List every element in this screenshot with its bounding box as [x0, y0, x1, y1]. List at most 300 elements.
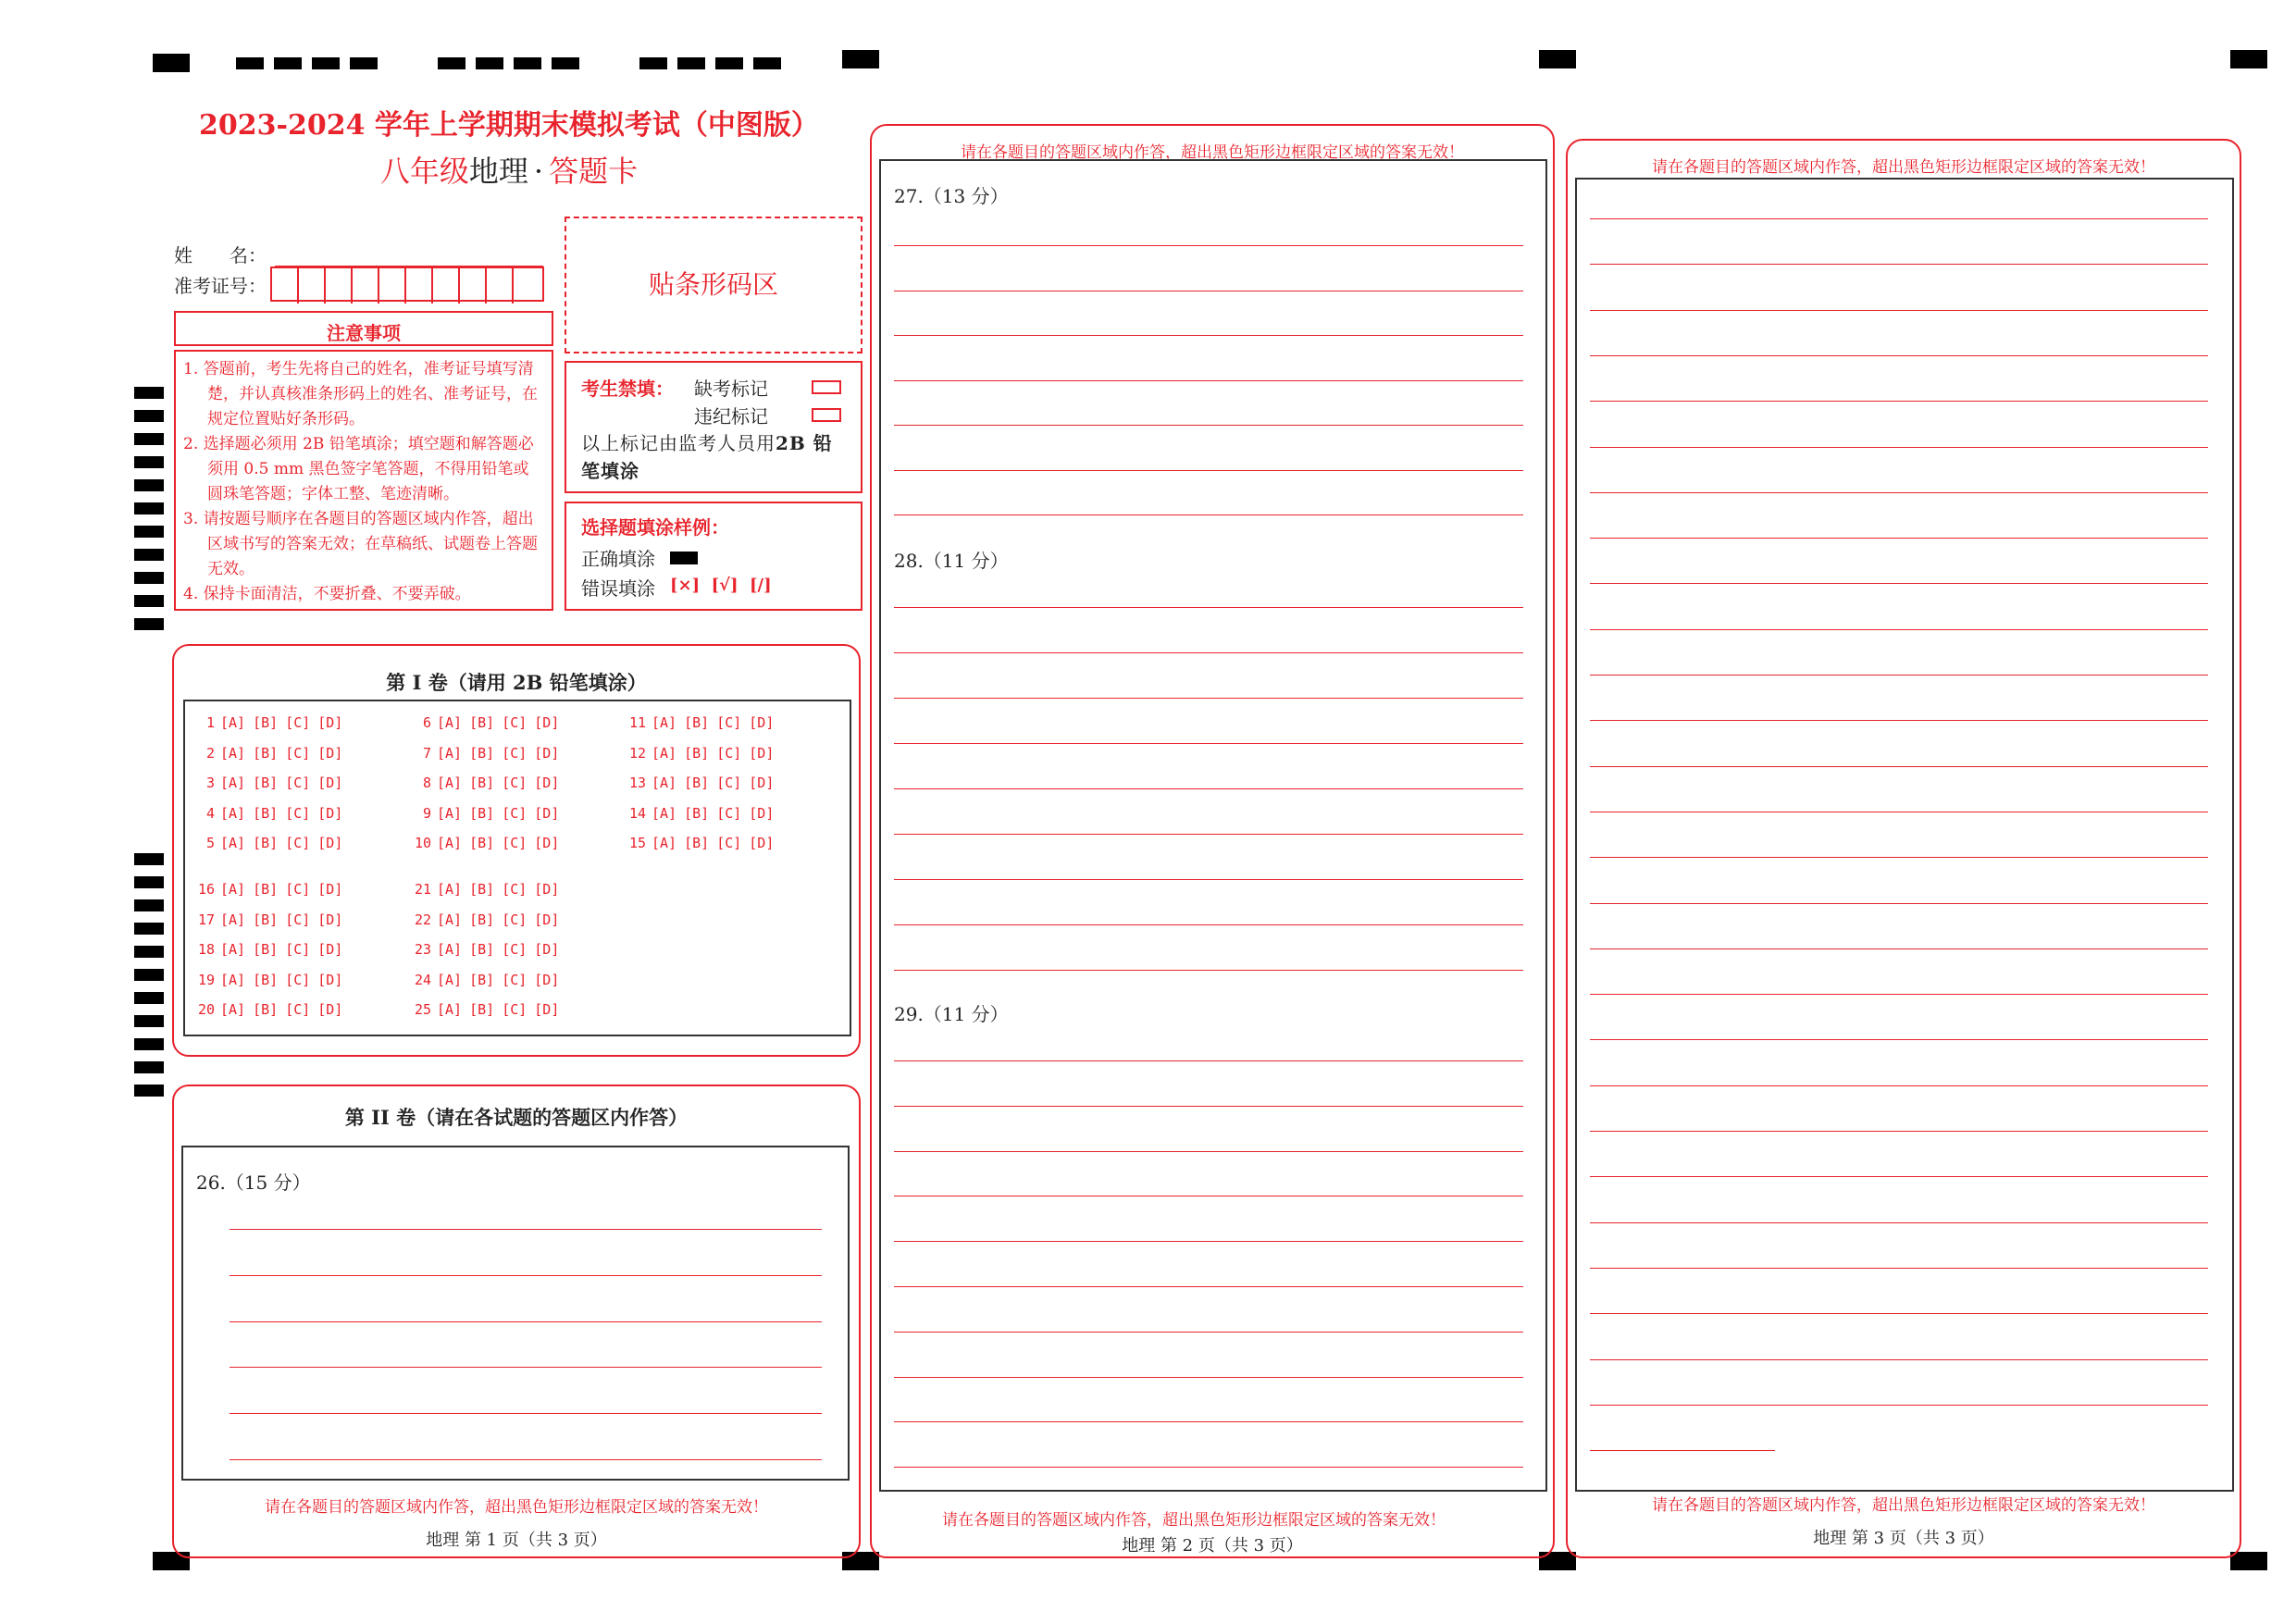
- choice-bubble[interactable]: [B]: [684, 714, 710, 731]
- notice-item: 4. 保持卡面清洁，不要折叠、不要弄破。: [183, 585, 471, 603]
- choice-question-17: [194, 911, 350, 928]
- alignment-mark: [153, 54, 190, 72]
- choice-bubble[interactable]: [C]: [285, 941, 311, 958]
- question-number: 20: [197, 1001, 215, 1018]
- answer-line[interactable]: [1590, 1268, 2208, 1269]
- side-mark: [134, 456, 164, 468]
- choice-question-15: [626, 835, 781, 851]
- choice-bubble[interactable]: [A]: [652, 775, 677, 791]
- choice-bubble[interactable]: [D]: [749, 714, 775, 731]
- choice-bubble[interactable]: [B]: [469, 775, 495, 791]
- question-number: 10: [414, 835, 431, 851]
- answer-line[interactable]: [1590, 583, 2208, 584]
- answer-line[interactable]: [894, 1106, 1523, 1107]
- choice-bubble[interactable]: [B]: [469, 911, 495, 928]
- notice-item: 2. 选择题必须用 2B 铅笔填涂；填空题和解答题必须用 0.5 mm 黑色签字笔答题，不得用铅笔或圆珠笔答题；字体工整、笔迹清晰。: [183, 435, 534, 503]
- answer-line[interactable]: [894, 425, 1523, 426]
- choice-bubble[interactable]: [D]: [749, 804, 775, 822]
- exam-id-label: 准考证号：: [174, 275, 267, 297]
- side-mark: [134, 479, 164, 491]
- choice-bubble[interactable]: [D]: [534, 881, 560, 898]
- alignment-mark: [350, 57, 378, 69]
- choice-bubble[interactable]: [D]: [534, 835, 560, 851]
- answer-line[interactable]: [230, 1367, 822, 1368]
- answer-line[interactable]: [1590, 447, 2208, 448]
- answer-line[interactable]: [894, 514, 1523, 515]
- choice-bubble[interactable]: [A]: [220, 971, 246, 988]
- alignment-mark: [753, 57, 781, 69]
- choice-bubble[interactable]: [B]: [253, 911, 279, 928]
- choice-bubble[interactable]: [C]: [285, 804, 311, 822]
- choice-bubble[interactable]: [A]: [437, 941, 463, 958]
- choice-bubble[interactable]: [D]: [317, 835, 343, 851]
- side-mark: [134, 433, 164, 445]
- boundary-warning: 请在各题目的答题区域内作答，超出黑色矩形边框限定区域的答案无效！: [265, 1498, 768, 1517]
- choice-bubble[interactable]: [C]: [502, 714, 527, 731]
- question-26-label: 26.（15 分）: [196, 1172, 311, 1194]
- choice-bubble[interactable]: [B]: [469, 744, 495, 762]
- id-digit-box[interactable]: [326, 268, 353, 304]
- answer-line[interactable]: [894, 470, 1523, 471]
- choice-bubble[interactable]: [C]: [716, 835, 742, 851]
- choice-bubble[interactable]: [D]: [749, 835, 775, 851]
- answer-line[interactable]: [1590, 538, 2208, 539]
- answer-line[interactable]: [1590, 1405, 2208, 1406]
- choice-bubble[interactable]: [C]: [285, 775, 311, 791]
- alignment-mark: [274, 57, 302, 69]
- choice-question-19: [194, 972, 350, 988]
- question-number: 25: [414, 1001, 431, 1018]
- answer-line[interactable]: [894, 1060, 1523, 1061]
- choice-question-12: [626, 745, 781, 762]
- question-number: 3: [205, 775, 215, 791]
- choice-bubble[interactable]: [D]: [534, 941, 560, 958]
- choice-bubble[interactable]: [C]: [502, 775, 527, 791]
- choice-bubble[interactable]: [D]: [534, 1001, 560, 1018]
- choice-question-20: [194, 1001, 350, 1018]
- side-mark: [134, 923, 164, 935]
- choice-bubble[interactable]: [C]: [716, 775, 742, 791]
- id-digit-box[interactable]: [406, 268, 433, 304]
- choice-question-16: [194, 881, 350, 898]
- choice-question-7: [411, 745, 566, 762]
- side-mark: [134, 969, 164, 981]
- answer-line[interactable]: [1590, 310, 2208, 311]
- answer-line[interactable]: [894, 1421, 1523, 1422]
- choice-bubble[interactable]: [A]: [220, 714, 246, 731]
- question-number: 21: [414, 881, 431, 898]
- choice-bubble[interactable]: [C]: [502, 971, 527, 988]
- side-mark: [134, 853, 164, 865]
- choice-question-25: [411, 1001, 566, 1018]
- choice-bubble[interactable]: [C]: [285, 744, 311, 762]
- choice-bubble[interactable]: [A]: [220, 775, 246, 791]
- exam-title: 2023-2024 学年上学期期末模拟考试（中图版）: [199, 109, 819, 142]
- choice-bubble[interactable]: [D]: [317, 714, 343, 731]
- fill-sample-title: 选择题填涂样例：: [581, 516, 729, 539]
- choice-bubble[interactable]: [B]: [253, 804, 279, 822]
- exam-id-boxes[interactable]: [270, 267, 544, 302]
- side-mark: [134, 572, 164, 584]
- answer-line[interactable]: [1590, 355, 2208, 356]
- choice-question-21: [411, 881, 566, 898]
- choice-bubble[interactable]: [B]: [684, 775, 710, 791]
- side-mark: [134, 946, 164, 958]
- notice-title: 注意事项: [327, 322, 401, 344]
- question-number: 8: [422, 775, 431, 791]
- answer-line[interactable]: [230, 1275, 822, 1276]
- choice-bubble[interactable]: [D]: [317, 911, 343, 928]
- answer-line[interactable]: [894, 879, 1523, 880]
- page-footer: 地理 第 1 页（共 3 页）: [426, 1531, 607, 1550]
- forbidden-note-text: 以上标记由监考人员用: [581, 432, 776, 454]
- choice-bubble[interactable]: [A]: [437, 835, 463, 851]
- question-number: 5: [205, 835, 215, 851]
- answer-line[interactable]: [894, 380, 1523, 381]
- choice-bubble[interactable]: [C]: [502, 911, 527, 928]
- answer-line[interactable]: [894, 1286, 1523, 1287]
- choice-bubble[interactable]: [A]: [437, 971, 463, 988]
- side-mark: [134, 1061, 164, 1073]
- answer-line[interactable]: [1590, 264, 2208, 265]
- answer-line[interactable]: [894, 1151, 1523, 1152]
- answer-line[interactable]: [894, 698, 1523, 699]
- notice-title-box: [174, 311, 553, 346]
- alignment-mark: [438, 57, 465, 69]
- answer-line[interactable]: [1590, 720, 2208, 721]
- alignment-mark: [715, 57, 743, 69]
- forbidden-note-bold: 2B 铅: [776, 432, 833, 454]
- choice-bubble[interactable]: [A]: [652, 804, 677, 822]
- page-footer: 地理 第 2 页（共 3 页）: [1122, 1536, 1303, 1556]
- choice-question-2: [194, 745, 350, 762]
- choice-bubble[interactable]: [D]: [749, 744, 775, 762]
- choice-bubble[interactable]: [B]: [469, 714, 495, 731]
- answer-line[interactable]: [1590, 675, 2208, 676]
- side-mark: [134, 502, 164, 514]
- id-digit-box[interactable]: [353, 268, 379, 304]
- answer-line[interactable]: [1590, 1039, 2208, 1040]
- wrong-fill-label: 错误填涂: [581, 577, 655, 600]
- choice-bubble[interactable]: [C]: [716, 714, 742, 731]
- forbidden-box: [565, 361, 863, 493]
- forbidden-note-tail: 笔填涂: [581, 460, 639, 482]
- choice-bubble[interactable]: [B]: [253, 775, 279, 791]
- choice-bubble[interactable]: [D]: [534, 775, 560, 791]
- side-mark: [134, 595, 164, 607]
- answer-line[interactable]: [1590, 1085, 2208, 1086]
- choice-bubble[interactable]: [A]: [437, 881, 463, 898]
- choice-bubble[interactable]: [D]: [317, 1001, 343, 1018]
- notice-item: 3. 请按题号顺序在各题目的答题区域内作答，超出区域书写的答案无效；在草稿纸、试题卷上答题无效。: [183, 510, 538, 578]
- choice-question-4: [194, 805, 350, 822]
- choice-bubble[interactable]: [D]: [317, 971, 343, 988]
- choice-question-13: [626, 775, 781, 791]
- question-number: 15: [628, 835, 646, 851]
- choice-bubble[interactable]: [A]: [437, 744, 463, 762]
- side-mark: [134, 992, 164, 1004]
- choice-bubble[interactable]: [A]: [220, 835, 246, 851]
- answer-card-label: 答题卡: [549, 154, 639, 189]
- alignment-mark: [639, 57, 667, 69]
- question-number: 24: [414, 971, 431, 988]
- choice-question-1: [194, 714, 350, 731]
- choice-bubble[interactable]: [C]: [502, 804, 527, 822]
- question-number: 19: [197, 971, 215, 988]
- answer-line[interactable]: [1590, 1131, 2208, 1132]
- alignment-mark: [2230, 1552, 2267, 1570]
- question-number: 1: [205, 714, 215, 731]
- choice-bubble[interactable]: [C]: [502, 1001, 527, 1018]
- id-digit-box[interactable]: [272, 268, 299, 304]
- answer-line[interactable]: [1590, 1176, 2208, 1177]
- choice-bubble[interactable]: [B]: [684, 835, 710, 851]
- choice-bubble[interactable]: [D]: [749, 775, 775, 791]
- alignment-mark: [552, 57, 579, 69]
- answer-line[interactable]: [1590, 948, 2208, 949]
- boundary-warning: 请在各题目的答题区域内作答，超出黑色矩形边框限定区域的答案无效！: [942, 1511, 1446, 1530]
- question-number: 2: [205, 744, 215, 762]
- answer-line[interactable]: [894, 970, 1523, 971]
- card-subtitle: [305, 148, 713, 191]
- absent-mark-box[interactable]: [812, 378, 841, 395]
- answer-line[interactable]: [894, 924, 1523, 925]
- answer-line[interactable]: [894, 1467, 1523, 1468]
- side-mark: [134, 410, 164, 422]
- wrong-fill-samples: [×] [√] [/]: [670, 576, 772, 595]
- answer-line[interactable]: [894, 607, 1523, 608]
- choice-bubble[interactable]: [A]: [652, 744, 677, 762]
- choice-bubble[interactable]: [B]: [253, 941, 279, 958]
- choice-bubble[interactable]: [A]: [437, 775, 463, 791]
- choice-bubble[interactable]: [A]: [652, 714, 677, 731]
- boundary-warning: 请在各题目的答题区域内作答，超出黑色矩形边框限定区域的答案无效！: [1652, 158, 2155, 177]
- alignment-mark: [236, 57, 264, 69]
- notice-item: 1. 答题前，考生先将自己的姓名，准考证号填写清楚，并认真核准条形码上的姓名、准考证号，在规定位置贴好条形码。: [183, 360, 538, 428]
- choice-bubble[interactable]: [C]: [285, 881, 311, 898]
- question-number: 11: [628, 714, 646, 731]
- question-number: 14: [628, 804, 646, 822]
- alignment-mark: [842, 50, 879, 68]
- choice-bubble[interactable]: [A]: [220, 744, 246, 762]
- choice-bubble[interactable]: [A]: [220, 804, 246, 822]
- choice-bubble[interactable]: [A]: [437, 911, 463, 928]
- choice-bubble[interactable]: [A]: [437, 714, 463, 731]
- answer-line[interactable]: [894, 1241, 1523, 1242]
- alignment-mark: [476, 57, 503, 69]
- question-number: 17: [197, 911, 215, 928]
- choice-bubble[interactable]: [D]: [534, 804, 560, 822]
- choice-bubble[interactable]: [D]: [534, 971, 560, 988]
- boundary-warning: 请在各题目的答题区域内作答，超出黑色矩形边框限定区域的答案无效！: [1652, 1496, 2155, 1515]
- choice-bubble[interactable]: [A]: [437, 804, 463, 822]
- choice-bubble[interactable]: [A]: [437, 1001, 463, 1018]
- choice-bubble[interactable]: [C]: [716, 744, 742, 762]
- choice-bubble[interactable]: [B]: [684, 744, 710, 762]
- subtitle-separator: ·: [533, 154, 544, 189]
- choice-bubble[interactable]: [B]: [253, 1001, 279, 1018]
- choice-question-22: [411, 911, 566, 928]
- question-28-label: 28.（11 分）: [894, 550, 1009, 572]
- side-mark: [134, 526, 164, 538]
- choice-bubble[interactable]: [D]: [317, 775, 343, 791]
- side-mark: [134, 1015, 164, 1027]
- alignment-mark: [1539, 50, 1576, 68]
- choice-bubble[interactable]: [A]: [220, 941, 246, 958]
- choice-bubble[interactable]: [C]: [285, 714, 311, 731]
- answer-line[interactable]: [894, 788, 1523, 789]
- choice-bubble[interactable]: [B]: [253, 881, 279, 898]
- absent-mark-label: 缺考标记: [694, 378, 768, 400]
- side-mark: [134, 1038, 164, 1050]
- choice-question-14: [626, 805, 781, 822]
- side-mark: [134, 1085, 164, 1097]
- barcode-label: 贴条形码区: [648, 269, 778, 300]
- choice-bubble[interactable]: [D]: [317, 881, 343, 898]
- answer-line[interactable]: [894, 1332, 1523, 1333]
- choice-bubble[interactable]: [C]: [502, 835, 527, 851]
- choice-question-24: [411, 972, 566, 988]
- choice-bubble[interactable]: [B]: [253, 714, 279, 731]
- question-27-label: 27.（13 分）: [894, 185, 1009, 207]
- question-number: 23: [414, 941, 431, 958]
- choice-question-3: [194, 775, 350, 791]
- id-digit-box[interactable]: [460, 268, 487, 304]
- answer-line[interactable]: [894, 743, 1523, 744]
- choice-bubble[interactable]: [D]: [534, 744, 560, 762]
- choice-bubble[interactable]: [C]: [285, 911, 311, 928]
- choice-question-10: [411, 835, 566, 851]
- answer-line[interactable]: [1590, 857, 2208, 858]
- choice-bubble[interactable]: [C]: [502, 744, 527, 762]
- id-digit-box[interactable]: [487, 268, 514, 304]
- choice-bubble[interactable]: [C]: [285, 835, 311, 851]
- forbidden-title: 考生禁填：: [581, 378, 674, 400]
- alignment-mark: [312, 57, 340, 69]
- choice-question-23: [411, 941, 566, 958]
- choice-bubble[interactable]: [B]: [469, 941, 495, 958]
- forbidden-note: [581, 429, 854, 485]
- side-mark: [134, 899, 164, 911]
- choice-bubble[interactable]: [B]: [469, 804, 495, 822]
- choice-bubble[interactable]: [D]: [534, 911, 560, 928]
- answer-line[interactable]: [1590, 994, 2208, 995]
- id-digit-box[interactable]: [433, 268, 460, 304]
- question-number: 18: [197, 941, 215, 958]
- question-number: 12: [628, 744, 646, 762]
- alignment-mark: [514, 57, 541, 69]
- alignment-mark: [677, 57, 705, 69]
- answer-line[interactable]: [1590, 903, 2208, 904]
- violation-mark-label: 违纪标记: [694, 405, 768, 428]
- answer-line[interactable]: [1590, 1222, 2208, 1223]
- question-number: 7: [422, 744, 431, 762]
- question-number: 22: [414, 911, 431, 928]
- choice-question-6: [411, 714, 566, 731]
- choice-bubble[interactable]: [B]: [469, 881, 495, 898]
- alignment-mark: [2230, 50, 2267, 68]
- choice-question-18: [194, 941, 350, 958]
- question-number: 13: [628, 775, 646, 791]
- choice-bubble[interactable]: [C]: [285, 971, 311, 988]
- choice-bubble[interactable]: [C]: [502, 941, 527, 958]
- choice-bubble[interactable]: [D]: [317, 941, 343, 958]
- answer-line[interactable]: [1590, 766, 2208, 767]
- choice-bubble[interactable]: [C]: [716, 804, 742, 822]
- side-mark: [134, 549, 164, 561]
- answer-line[interactable]: [230, 1321, 822, 1322]
- choice-bubble[interactable]: [B]: [253, 971, 279, 988]
- choice-bubble[interactable]: [B]: [469, 835, 495, 851]
- id-digit-box[interactable]: [299, 268, 326, 304]
- answer-line[interactable]: [1590, 218, 2208, 219]
- choice-bubble[interactable]: [D]: [534, 714, 560, 731]
- answer-area-page3[interactable]: [1575, 178, 2234, 1492]
- choice-bubble[interactable]: [A]: [652, 835, 677, 851]
- choice-bubble[interactable]: [A]: [220, 911, 246, 928]
- part2-title: 第 II 卷（请在各试题的答题区内作答）: [344, 1106, 689, 1129]
- answer-line[interactable]: [1590, 1450, 1775, 1451]
- choice-bubble[interactable]: [D]: [317, 744, 343, 762]
- choice-bubble[interactable]: [A]: [220, 1001, 246, 1018]
- answer-line[interactable]: [1590, 1313, 2208, 1314]
- answer-line[interactable]: [894, 1377, 1523, 1378]
- answer-line[interactable]: [894, 834, 1523, 835]
- part1-title: 第 I 卷（请用 2B 铅笔填涂）: [386, 671, 647, 694]
- answer-area-page2[interactable]: [879, 159, 1547, 1492]
- grade-label: 八年级: [379, 154, 469, 189]
- name-label: 姓 名：: [174, 244, 267, 267]
- choice-bubble[interactable]: [B]: [253, 744, 279, 762]
- answer-line[interactable]: [894, 652, 1523, 653]
- choice-bubble[interactable]: [C]: [502, 881, 527, 898]
- answer-line[interactable]: [1590, 629, 2208, 630]
- choice-bubble[interactable]: [C]: [285, 1001, 311, 1018]
- answer-line[interactable]: [1590, 401, 2208, 402]
- choice-bubble[interactable]: [B]: [469, 971, 495, 988]
- page3-section: [1566, 139, 2241, 1558]
- answer-line[interactable]: [230, 1413, 822, 1414]
- choice-bubble[interactable]: [B]: [253, 835, 279, 851]
- side-mark: [134, 387, 164, 399]
- correct-fill-sample: [670, 552, 698, 564]
- question-number: 16: [197, 881, 215, 898]
- question-number: 4: [205, 804, 215, 822]
- question-29-label: 29.（11 分）: [894, 1003, 1009, 1025]
- answer-line[interactable]: [1590, 492, 2208, 493]
- side-mark: [134, 876, 164, 888]
- page2-section: [870, 124, 1555, 1558]
- answer-line[interactable]: [894, 245, 1523, 246]
- choice-bubble[interactable]: [B]: [469, 1001, 495, 1018]
- answer-area-q26[interactable]: [181, 1146, 850, 1481]
- answer-line[interactable]: [230, 1229, 822, 1230]
- answer-line[interactable]: [894, 335, 1523, 336]
- question-number: 6: [422, 714, 431, 731]
- violation-mark-box[interactable]: [812, 405, 841, 423]
- boundary-warning: 请在各题目的答题区域内作答，超出黑色矩形边框限定区域的答案无效！: [961, 143, 1464, 162]
- choice-bubble[interactable]: [B]: [684, 804, 710, 822]
- page-footer: 地理 第 3 页（共 3 页）: [1813, 1529, 1994, 1548]
- id-digit-box[interactable]: [514, 268, 540, 304]
- answer-line[interactable]: [1590, 1359, 2208, 1360]
- barcode-area[interactable]: [565, 217, 863, 353]
- choice-bubble[interactable]: [A]: [220, 881, 246, 898]
- question-number: 9: [422, 804, 431, 822]
- choice-bubble[interactable]: [D]: [317, 804, 343, 822]
- answer-line[interactable]: [230, 1459, 822, 1460]
- id-digit-box[interactable]: [379, 268, 406, 304]
